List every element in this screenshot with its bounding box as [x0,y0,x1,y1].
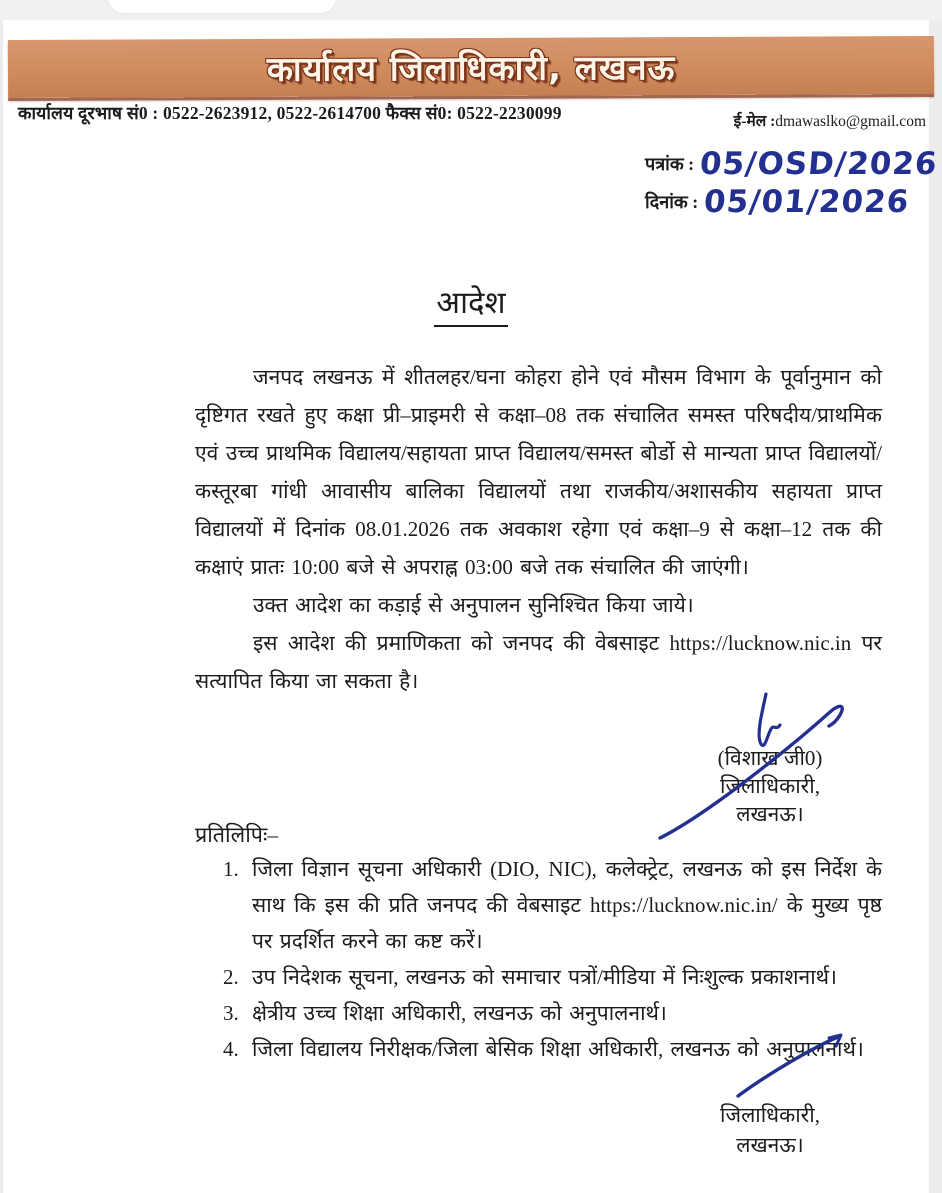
letter-number-label: पत्रांक : [645,154,695,174]
signatory-text [650,688,890,828]
signatory-designation: जिलाधिकारी, [720,1103,820,1127]
email-label: ई-मेल : [733,113,776,130]
letter-date-handwritten: 05/01/2026 [702,184,911,220]
reference-block [645,146,938,222]
letter-date-label: दिनांक : [645,192,699,212]
email-value: dmawaslko@gmail.com [775,113,926,130]
distribution-item: जिला विज्ञान सूचना अधिकारी (DIO, NIC), कलेक्ट्रेट, लखनऊ को इस निर्देश के साथ कि इस की प्रति जनपद की वेबसाइट https://lucknow.nic.in/ के मुख्य पृष्ठ पर प्रदर्शित करने का कष्ट करें। [252,857,882,953]
order-title-wrap [0,281,942,327]
letter-date-row [645,184,938,220]
distribution-item: क्षेत्रीय उच्च शिक्षा अधिकारी, लखनऊ को अनुपालनार्थ। [252,1001,667,1025]
signatory-name: (विशाख जी0) [717,746,823,770]
viewer-top-strip [0,0,942,20]
letter-number-handwritten: 05/OSD/2026 [698,146,940,182]
signature-block-dm-bottom [650,1028,890,1160]
signatory-designation: जिलाधिकारी, [720,774,820,798]
phone-fax-numbers: कार्यालय दूरभाष सं0 : 0522-2623912, 0522-2614700 फैक्स सं0: 0522-2230099 [18,103,562,123]
order-body [195,358,882,700]
page-left-edge [0,20,3,1193]
order-paragraph-1: जनपद लखनऊ में शीतलहर/घना कोहरा होने एवं मौसम विभाग के पूर्वानुमान को दृष्टिगत रखते हुए कक्षा प्री–प्राइमरी से कक्षा–08 तक संचालित समस्त परिषदीय/प्राथमिक एवं उच्च प्राथमिक विद्यालय/सहायता प्राप्त विद्यालय/समस्त बोर्डो से मान्यता प्राप्त विद्यालयों/कस्तूरबा गांधी आवासीय बालिका विद्यालयों तथा राजकीय/अशासकीय सहायता प्राप्त विद्यालयों में दिनांक 08.01.2026 तक अवकाश रहेगा एवं कक्षा–9 से कक्षा–12 तक की कक्षाएं प्रातः 10:00 बजे से अपराह्न 03:00 बजे तक संचालित की जाएंगी। [195,365,882,579]
distribution-item: उप निदेशक सूचना, लखनऊ को समाचार पत्रों/मीडिया में निःशुल्क प्रकाशनार्थ। [252,965,838,989]
order-paragraph-3: इस आदेश की प्रमाणिकता को जनपद की वेबसाइट https://lucknow.nic.in पर सत्यापित किया जा सकता है। [195,631,882,693]
letter-number-row [645,146,938,182]
order-paragraph-2: उक्त आदेश का कड़ाई से अनुपालन सुनिश्चित किया जाये। [253,593,694,617]
distribution-label: प्रतिलिपिः– [195,823,279,847]
signature-block-dm [650,688,890,828]
signatory-place: लखनऊ। [736,802,804,826]
office-title: कार्यालय जिलाधिकारी, लखनऊ [266,48,676,90]
distribution-item: जिला विद्यालय निरीक्षक/जिला बेसिक शिक्षा अधिकारी, लखनऊ को अनुपालनार्थ। [252,1037,864,1061]
signatory-text-bottom [650,1028,890,1160]
email-address [734,101,926,131]
signatory-place: लखनऊ। [736,1133,804,1157]
letterhead-banner [8,36,934,98]
order-title: आदेश [434,281,507,327]
viewer-card-corner [108,0,336,13]
contact-line [18,101,926,131]
